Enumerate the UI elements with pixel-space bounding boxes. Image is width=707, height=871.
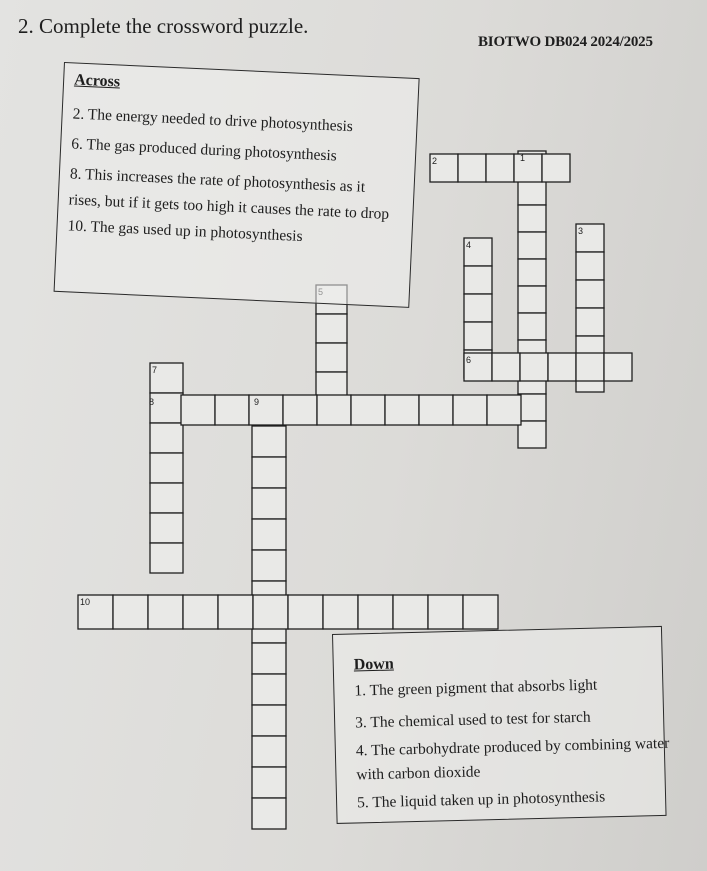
crossword-cell-8-across[interactable] — [215, 395, 249, 425]
crossword-cell-6-across[interactable] — [492, 353, 520, 381]
crossword-cell-9-down[interactable] — [252, 705, 286, 736]
crossword-cell-9-down[interactable] — [252, 550, 286, 581]
crossword-cell-5-down[interactable] — [316, 314, 347, 343]
crossword-cell-10-across[interactable] — [428, 595, 463, 629]
clue-number-1-down: 1 — [520, 153, 526, 163]
crossword-cell-6-across[interactable] — [576, 353, 604, 381]
crossword-cell-10-across[interactable] — [358, 595, 393, 629]
crossword-cell-10-across[interactable] — [183, 595, 218, 629]
crossword-cell-8-across[interactable] — [351, 395, 385, 425]
crossword-cell-3-down[interactable] — [576, 308, 604, 336]
clue-number-10-across: 10 — [80, 597, 91, 607]
crossword-cell-10-across[interactable] — [253, 595, 288, 629]
crossword-cell-7-down[interactable] — [150, 423, 183, 453]
down-clue-4: 4. The carbohydrate produced by combining water — [355, 734, 670, 760]
crossword-cell-4-down[interactable] — [464, 322, 492, 350]
across-clue-2: 2. The energy needed to drive photosynthesis — [72, 105, 354, 136]
crossword-cell-8-across[interactable] — [453, 395, 487, 425]
clue-number-3-down: 3 — [578, 226, 584, 236]
crossword-cell-1-down[interactable] — [518, 421, 546, 448]
crossword-cell-7-down[interactable] — [150, 513, 183, 543]
crossword-cell-1-down[interactable] — [518, 259, 546, 286]
crossword-cell-9-down[interactable] — [252, 426, 286, 457]
clue-number-9-down: 9 — [254, 397, 260, 407]
crossword-cell-7-down[interactable] — [150, 543, 183, 573]
crossword-cell-10-across[interactable] — [323, 595, 358, 629]
clue-number-2-across: 2 — [432, 156, 438, 166]
down-clue-4-continued: with carbon dioxide — [356, 763, 481, 784]
crossword-cell-9-down[interactable] — [252, 488, 286, 519]
crossword-cell-1-down[interactable] — [518, 205, 546, 232]
crossword-cell-5-down[interactable] — [316, 343, 347, 372]
crossword-cell-8-across[interactable] — [487, 395, 521, 425]
crossword-cell-10-across[interactable] — [113, 595, 148, 629]
crossword-cell-2-across[interactable] — [486, 154, 514, 182]
crossword-cell-10-across[interactable] — [148, 595, 183, 629]
crossword-cell-1-down[interactable] — [518, 232, 546, 259]
across-clue-10: 10. The gas used up in photosynthesis — [67, 217, 303, 245]
crossword-cell-7-down[interactable] — [150, 393, 183, 423]
down-clues-box — [332, 626, 670, 824]
course-code: BIOTWO DB024 2024/2025 — [478, 34, 653, 50]
clue-number-6-across: 6 — [466, 355, 472, 365]
question-title: 2. Complete the crossword puzzle. — [18, 14, 309, 38]
crossword-cell-2-across[interactable] — [458, 154, 486, 182]
crossword-cell-8-across[interactable] — [317, 395, 351, 425]
crossword-cell-10-across[interactable] — [288, 595, 323, 629]
down-clue-5: 5. The liquid taken up in photosynthesis — [356, 788, 606, 812]
crossword-cell-8-across[interactable] — [385, 395, 419, 425]
crossword-cell-8-across[interactable] — [283, 395, 317, 425]
crossword-cell-7-down[interactable] — [150, 453, 183, 483]
crossword-cell-1-down[interactable] — [518, 313, 546, 340]
across-clue-8-continued: rises, but if it gets too high it causes the rate to drop — [68, 191, 390, 223]
across-clue-8: 8. This increases the rate of photosynthesis as it — [69, 165, 366, 196]
crossword-cell-9-down[interactable] — [252, 674, 286, 705]
clue-number-7-down: 7 — [152, 365, 158, 375]
crossword-cell-1-down[interactable] — [518, 286, 546, 313]
crossword-cell-9-down[interactable] — [252, 736, 286, 767]
crossword-cell-6-across[interactable] — [604, 353, 632, 381]
clue-number-8-across: 8 — [149, 397, 155, 407]
across-heading: Across — [73, 71, 121, 91]
crossword-cell-6-across[interactable] — [548, 353, 576, 381]
crossword-cell-4-down[interactable] — [464, 266, 492, 294]
clue-number-4-down: 4 — [466, 240, 472, 250]
crossword-cell-9-down[interactable] — [252, 798, 286, 829]
crossword-cell-4-down[interactable] — [464, 294, 492, 322]
crossword-cell-10-across[interactable] — [218, 595, 253, 629]
crossword-cell-2-across[interactable] — [542, 154, 570, 182]
down-clue-3: 3. The chemical used to test for starch — [354, 708, 591, 732]
down-clue-1: 1. The green pigment that absorbs light — [354, 676, 598, 700]
crossword-cell-10-across[interactable] — [393, 595, 428, 629]
across-clue-6: 6. The gas produced during photosynthesis — [70, 135, 338, 165]
crossword-cell-3-down[interactable] — [576, 280, 604, 308]
crossword-cell-9-down[interactable] — [252, 519, 286, 550]
crossword-cell-9-down[interactable] — [252, 643, 286, 674]
down-heading: Down — [353, 655, 394, 674]
crossword-cell-2-across[interactable] — [514, 154, 542, 182]
crossword-cell-1-down[interactable] — [518, 394, 546, 421]
crossword-cell-9-down[interactable] — [252, 767, 286, 798]
across-clues-box — [54, 62, 420, 308]
crossword-cell-3-down[interactable] — [576, 252, 604, 280]
crossword-cell-6-across[interactable] — [520, 353, 548, 381]
crossword-cell-10-across[interactable] — [463, 595, 498, 629]
crossword-cell-8-across[interactable] — [419, 395, 453, 425]
crossword-cell-8-across[interactable] — [181, 395, 215, 425]
crossword-cell-9-down[interactable] — [252, 457, 286, 488]
crossword-cell-7-down[interactable] — [150, 483, 183, 513]
